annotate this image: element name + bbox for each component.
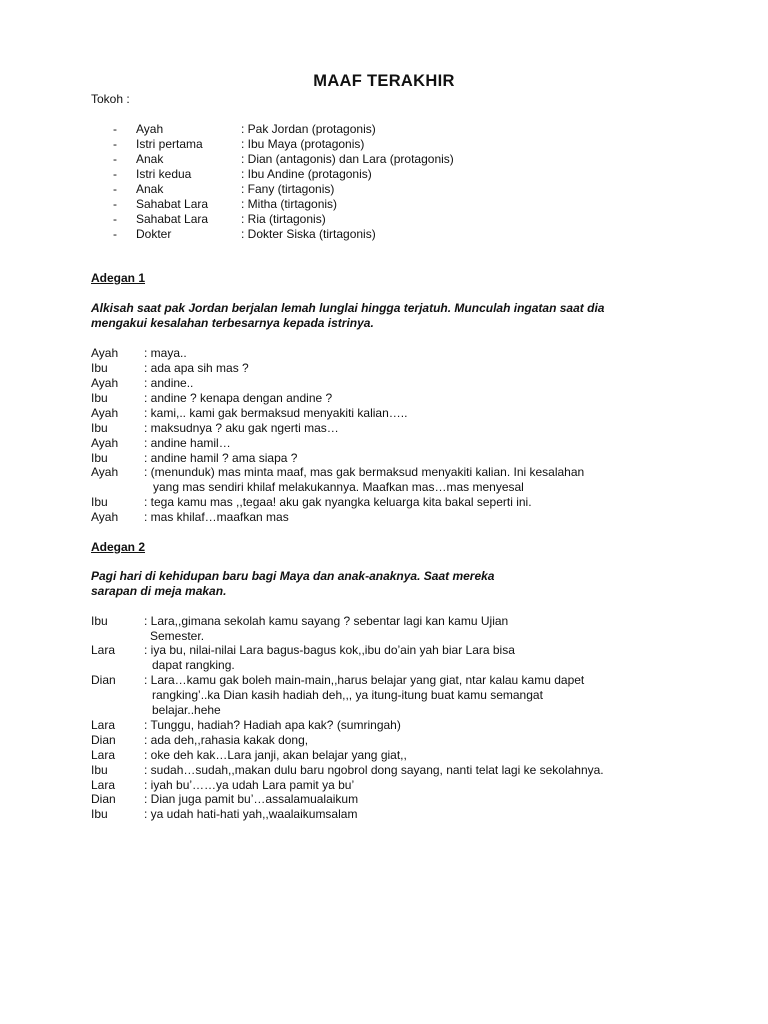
scene1-heading: Adegan 1 [91,271,146,285]
scene1-narration-line: mengakui kesalahan terbesarnya kepada istrinya. [91,316,374,330]
tokoh-label: Tokoh : [91,92,130,106]
page-title: MAAF TERAKHIR [313,72,455,90]
scene1-narration-line: Alkisah saat pak Jordan berjalan lemah lunglai hingga terjatuh. Munculah ingatan saat dia [91,301,605,315]
scene2-heading: Adegan 2 [91,540,146,554]
scene2-narration-line: sarapan di meja makan. [91,584,227,598]
scene2-narration-line: Pagi hari di kehidupan baru bagi Maya dan anak-anaknya. Saat mereka [91,569,495,583]
document-page: MAAF TERAKHIR Tokoh : - Ayah : Pak Jordan (protagonis) - Istri pertama : Ibu Maya (protagonis) - Anak : Dian (antagonis) dan Lara (protagonis) - Istri kedua : Ibu Andine (protagonis) - Anak : Fany (tirtagonis) - Sahabat Lara : Mitha (tirtagonis) - Sahabat Lara : Ria (tirtagonis) - Dokter : Dokter Siska (tirtagonis) Adegan 1 Alkisah saat pak Jordan berjalan lemah lunglai hingga terjatuh. Munculah ingatan saat dia mengakui kesalahan terbesarnya kepada istrinya. Ayah : maya.. Ibu : ada apa sih mas ? Ayah : andine.. Ibu : andine ? kenapa dengan andine ? Ayah : kami,.. kami gak bermaksud menyakiti kalian….. Ibu : maksudnya ? aku gak ngerti mas… Ayah : andine hamil… Ibu : andine hamil ? ama siapa ? Ayah : (menunduk) mas minta maaf, mas gak bermaksud menyakiti kalian. Ini kesalahan yang mas sendiri khilaf melakukannya. Maafkan mas…mas menyesal Ibu : tega kamu mas ,,tegaa! aku gak nyangka keluarga kita bakal seperti ini. Ayah : mas khilaf…maafkan mas Adegan 2 Pagi hari di kehidupan baru bagi Maya dan anak-anaknya. Saat mereka sarapan di meja makan. Ibu : Lara,,gimana sekolah kamu sayang ? sebentar lagi kan kamu Ujian Semester. Lara : iya bu, nilai-nilai Lara bagus-bagus kok,,ibu do’ain yah biar Lara bisa dapat rangking. Dian : Lara…kamu gak boleh main-main,,harus belajar yang giat, ntar kalau kamu dapet rangking’..ka Dian kasih hadiah deh,,, ya itung-itung buat kamu semangat belajar..hehe Lara : Tunggu, hadiah? Hadiah apa kak? (sumringah) Dian : ada deh,,rahasia kakak dong, Lara : oke deh kak…Lara janji, akan belajar yang giat,, Ibu : sudah…sudah,,makan dulu baru ngobrol dong sayang, nanti telat lagi ke sekolahnya. Lara : iyah bu’……ya udah Lara pamit ya bu’ Dian : Dian juga pamit bu’…assalamualaikum Ibu : ya udah hati-hati yah,,waalaikumsalam [0,0,768,1024]
